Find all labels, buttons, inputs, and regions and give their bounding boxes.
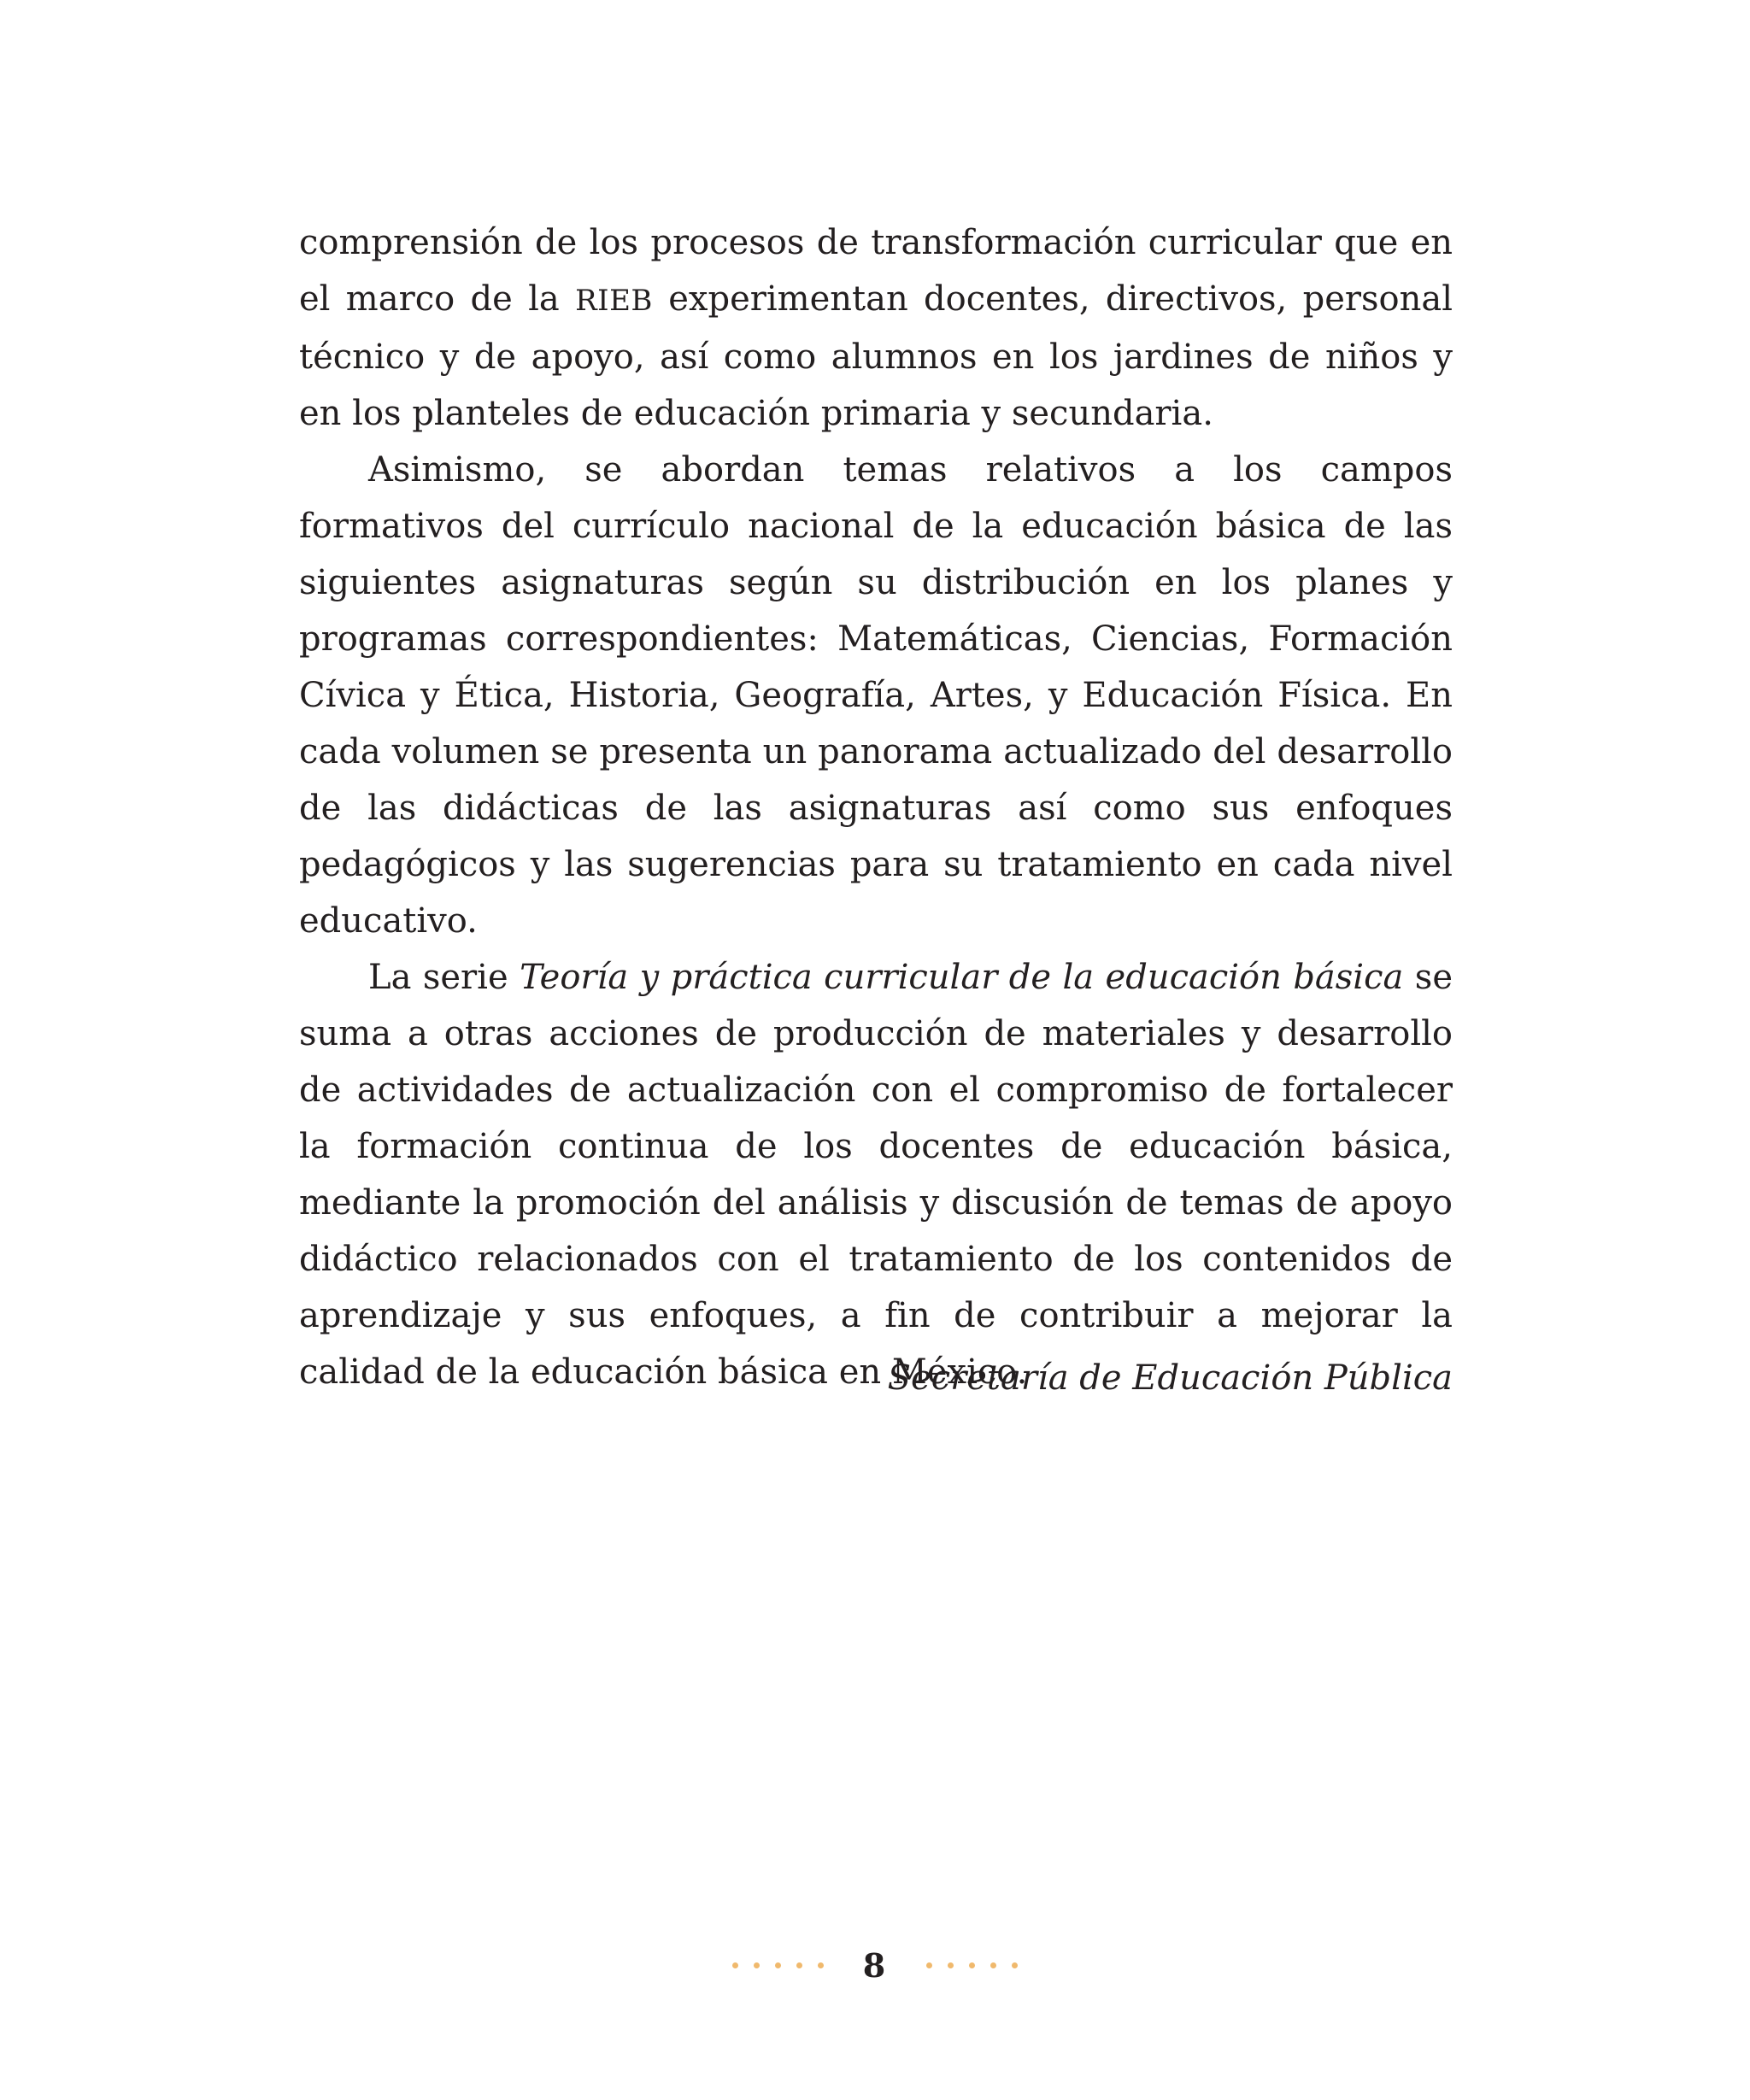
folio-dots-left bbox=[732, 1962, 824, 1968]
dot-ornament bbox=[969, 1962, 975, 1968]
folio-dots-right bbox=[926, 1962, 1018, 1968]
paragraph-1 bbox=[299, 214, 1453, 442]
dot-ornament bbox=[775, 1962, 781, 1968]
series-title: Teoría y práctica curricular de la educación básica bbox=[520, 958, 1404, 997]
paragraph-1-text-b: experimentan docentes, directivos, personal técnico y de apoyo, así como alumnos en los jardines de niños y en los planteles de educación primaria y secundaria. bbox=[299, 279, 1453, 433]
dot-ornament bbox=[818, 1962, 824, 1968]
body-text bbox=[299, 214, 1453, 1400]
page-number: 8 bbox=[862, 1945, 886, 1985]
dot-ornament bbox=[754, 1962, 760, 1968]
page-folio bbox=[0, 1939, 1750, 1991]
dot-ornament bbox=[1012, 1962, 1018, 1968]
dot-ornament bbox=[796, 1962, 802, 1968]
dot-ornament bbox=[990, 1962, 996, 1968]
dot-ornament bbox=[732, 1962, 738, 1968]
paragraph-1-text-a: comprensión de los procesos de transformación curricular que en el marco de la bbox=[299, 223, 1453, 319]
paragraph-2: Asimismo, se abordan temas relativos a los campos formativos del currículo nacional de la educación básica de las siguientes asignaturas según su distribución en los planes y programas correspondientes: Matemáticas, Ciencias, Formación Cívica y Ética, Historia, Geografía, Artes, y Educación Física. En cada volumen se presenta un panorama actualizado del desarrollo de las didácticas de las asignaturas así como sus enfoques pedagógicos y las sugerencias para su tratamiento en cada nivel educativo. bbox=[299, 450, 1453, 941]
signature: Secretaría de Educación Pública bbox=[887, 1358, 1453, 1398]
paragraph-3-text-b: se suma a otras acciones de producción de materiales y desarrollo de actividades de actualización con el compromiso de fortalecer la formación continua de los docentes de educación básica, mediante la promoción del análisis y discusión de temas de apoyo didáctico relacionados con el tratamiento de los contenidos de aprendizaje y sus enfoques, a fin de contribuir a mejorar la calidad de la educación básica en México. bbox=[299, 958, 1453, 1392]
paragraph-3 bbox=[299, 949, 1453, 1400]
dot-ornament bbox=[926, 1962, 932, 1968]
dot-ornament bbox=[948, 1962, 954, 1968]
paragraph-3-text-a: La serie bbox=[368, 958, 520, 997]
rieb-acronym: RIEB bbox=[575, 284, 653, 318]
